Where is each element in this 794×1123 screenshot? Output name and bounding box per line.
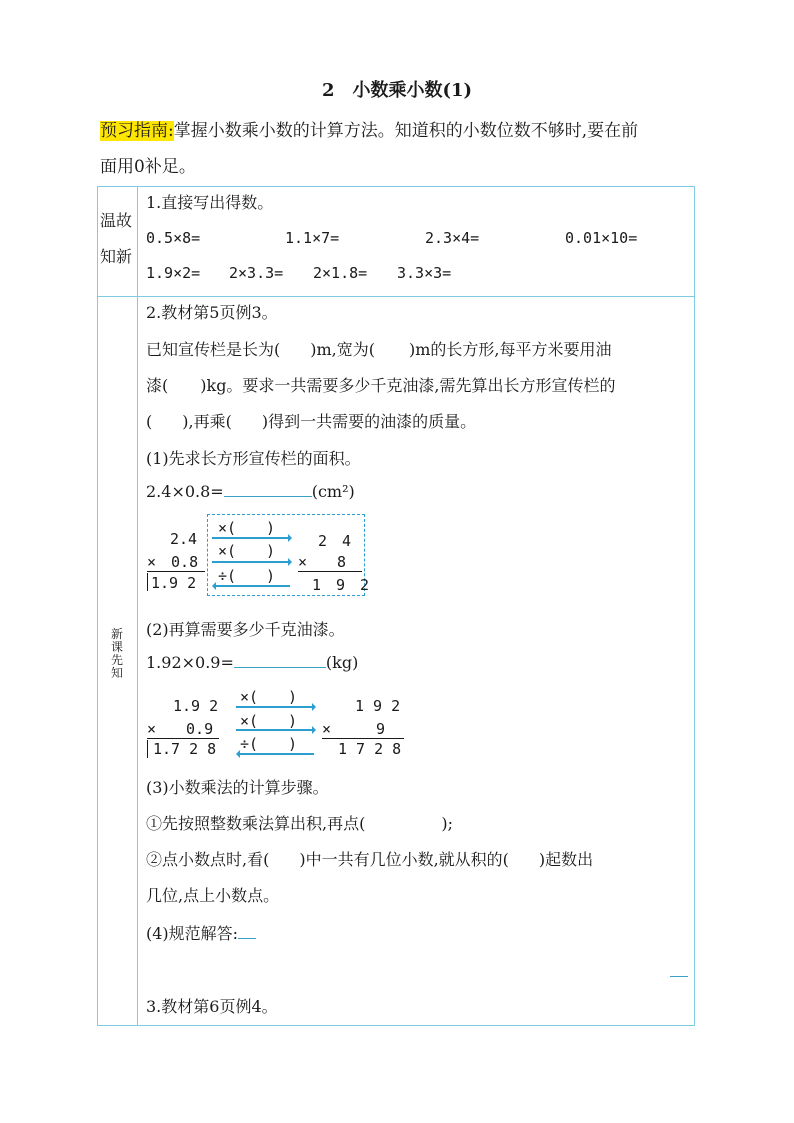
calc1-left-2: × 0.8 xyxy=(147,553,199,571)
calc2-op: ÷( ) xyxy=(240,735,298,753)
oral-item: 0.01×10= xyxy=(565,229,638,247)
guide-label: 预习指南: xyxy=(100,121,174,141)
oral-item: 2.3×4= xyxy=(425,229,480,247)
answer-blank-end[interactable] xyxy=(670,976,688,977)
calc1-left-1: 2.4 xyxy=(170,530,198,548)
equation-1: 2.4×0.8= (cm²) xyxy=(146,482,355,501)
guide-text-2: 面用0补足。 xyxy=(100,157,196,177)
calc1-left-3: 1.9 2 xyxy=(151,574,197,592)
calc2-left-2: × 0.9 xyxy=(147,720,214,738)
calc1-right-2: × 8 xyxy=(298,553,347,571)
oral-item: 1.9×2= xyxy=(146,264,201,282)
answer-blank[interactable] xyxy=(238,924,256,939)
calc2-right-3: 1 7 2 8 xyxy=(338,740,402,758)
equation-2: 1.92×0.9= (kg) xyxy=(146,653,359,672)
guide-text-1: 掌握小数乘小数的计算方法。知道积的小数位数不够时,要在前 xyxy=(173,121,639,141)
section1-heading: 1.直接写出得数。 xyxy=(146,193,274,212)
answer-blank[interactable] xyxy=(234,653,326,668)
calc2-right-2: × 9 xyxy=(322,720,386,738)
step3-text: (3)小数乘法的计算步骤。 xyxy=(146,778,329,797)
page-title: 2 小数乘小数(1) xyxy=(321,80,473,101)
calc2-arrows xyxy=(234,700,316,760)
oral-item: 2×1.8= xyxy=(313,264,368,282)
section1-label-2: 知新 xyxy=(100,247,133,266)
paragraph-line-2: 漆( )kg。要求一共需要多少千克油漆,需先算出长方形宣传栏的 xyxy=(146,376,616,395)
section2-heading: 2.教材第5页例3。 xyxy=(146,303,278,322)
table-divider-horizontal xyxy=(97,296,695,297)
step2-text: (2)再算需要多少千克油漆。 xyxy=(146,620,345,639)
calc1-right-1: 2 4 xyxy=(318,532,352,550)
oral-item: 1.1×7= xyxy=(285,229,340,247)
paragraph-line-3: ( ),再乘( )得到一共需要的油漆的质量。 xyxy=(146,412,477,431)
calc1-arrows xyxy=(210,530,292,592)
calc2-right-1: 1 9 2 xyxy=(355,697,401,715)
calc1-op: ×( ) xyxy=(218,542,276,560)
paragraph-line-1: 已知宣传栏是长为( )m,宽为( )m的长方形,每平方米要用油 xyxy=(146,340,612,359)
section1-label-1: 温故 xyxy=(100,211,133,230)
step4-text: (4)规范解答: xyxy=(146,921,256,944)
oral-item: 2×3.3= xyxy=(229,264,284,282)
next-example: 3.教材第6页例4。 xyxy=(146,997,278,1016)
step3-line-2: ②点小数点时,看( )中一共有几位小数,就从积的( )起数出 xyxy=(146,850,594,869)
calc1-right-3: 1 9 2 xyxy=(312,576,370,594)
oral-item: 3.3×3= xyxy=(397,264,452,282)
step1-text: (1)先求长方形宣传栏的面积。 xyxy=(146,449,361,468)
table-divider-vertical xyxy=(137,186,138,1026)
step3-line-1: ①先按照整数乘法算出积,再点( ); xyxy=(146,814,453,833)
answer-blank[interactable] xyxy=(224,482,312,497)
calc2-op: ×( ) xyxy=(240,688,298,706)
oral-item: 0.5×8= xyxy=(146,229,201,247)
calc1-op: ÷( ) xyxy=(218,567,276,585)
calc2-left-3: 1.7 2 8 xyxy=(153,740,217,758)
guide-line-1 xyxy=(100,116,638,141)
section2-label: 新课先知 xyxy=(110,627,123,680)
calc2-left-1: 1.9 2 xyxy=(173,697,219,715)
step3-line-3: 几位,点上小数点。 xyxy=(146,886,280,905)
calc1-op: ×( ) xyxy=(218,519,276,537)
calc2-op: ×( ) xyxy=(240,712,298,730)
